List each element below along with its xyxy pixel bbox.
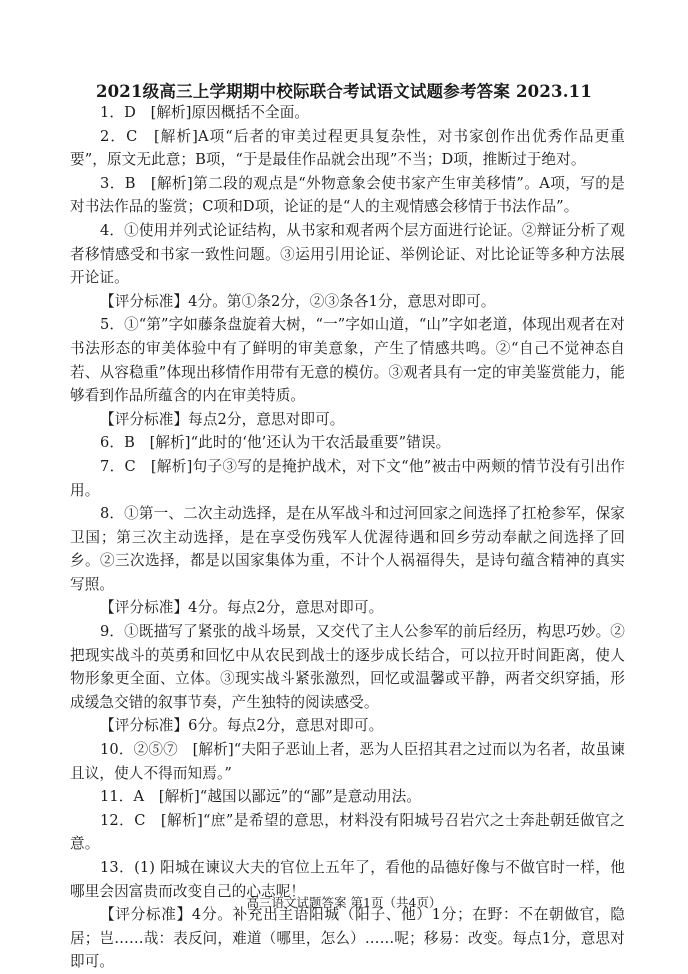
scoring-criteria: 【评分标准】每点2分，意思对即可。 bbox=[100, 410, 345, 428]
scoring-criteria: 【评分标准】4分。每点2分，意思对即可。 bbox=[100, 599, 384, 617]
answer-item: 6．B [解析]“此时的‘他’还认为干农活最重要”错误。 bbox=[100, 434, 451, 452]
page-title: 2021级高三上学期期中校际联合考试语文试题参考答案 2023.11 bbox=[95, 82, 593, 101]
answer-item: 1．D [解析]原因概括不全面。 bbox=[100, 104, 310, 121]
answer-item: 4．①使用并列式论证结构，从书家和观者两个层方面进行论证。②辩证分析了观者移情感受和书家一致性问题。③运用引用论证、举例论证、对比论证等多种方法展开论证。 bbox=[70, 221, 625, 287]
answer-item: 5．①“第”字如藤条盘旋着大树，“一”字如山道，“山”字如老道，体现出观者在对书法形态的审美体验中有了鲜明的审美意象，产生了情感共鸣。②“自己不觉神态自若、从容稳重”体现出移情作用带有无意的模仿。③观者具有一定的审美鉴赏能力，能够看到作品所蕴含的内在审美特质。 bbox=[70, 316, 625, 405]
page-footer: 高三语文试题答案 第1页（共4页） bbox=[246, 895, 442, 910]
answer-item: 8．①第一、二次主动选择，是在从军战斗和过河回家之间选择了扛枪参军，保家卫国；第三次主动选择，是在享受伤残军人优渥待遇和回乡劳动奉献之间选择了回乡。②三次选择，都是以国家集体为重，不计个人祸福得失，是诗句蕴含精神的真实写照。 bbox=[70, 505, 625, 593]
answer-item: 12．C [解析]“庶”是希望的意思，材料没有阳城号召岩穴之士奔赴朝廷做官之意。 bbox=[70, 811, 625, 853]
answer-item: 7．C [解析]句子③写的是掩护战术，对下文“他”被击中两颊的情节没有引出作用。 bbox=[70, 457, 625, 499]
answer-item: 2．C [解析]A项“后者的审美过程更具复杂性，对书家创作出优秀作品更重要”，原文无此意；B项，“于是最佳作品就会出现”不当；D项，推断过于绝对。 bbox=[70, 127, 625, 169]
answer-item: 13．(1) 阳城在谏议大夫的官位上五年了，看他的品德好像与不做官时一样，他哪里会因富贵而改变自己的心志呢！ bbox=[70, 859, 625, 900]
answer-item: 10．②⑤⑦ [解析]“夫阳子恶讪上者，恶为人臣招其君之过而以为名者，故虽谏且议，使人不得而知焉。” bbox=[70, 741, 625, 782]
answer-item: 3．B [解析]第二段的观点是“外物意象会使书家产生审美移情”。A项，写的是对书法作品的鉴赏；C项和D项，论证的是“人的主观情感会移情于书法作品”。 bbox=[70, 174, 625, 216]
answer-content bbox=[70, 101, 625, 974]
scoring-criteria: 【评分标准】4分。补充出主语阳城（阳子、他）1分；在野：不在朝做官，隐居；岂……哉：表反问，难道（哪里，怎么）……呢；移易：改变。每点1分，意思对即可。 bbox=[70, 906, 625, 971]
scoring-criteria: 【评分标准】4分。第①条2分，②③条各1分，意思对即可。 bbox=[100, 292, 496, 310]
scoring-criteria: 【评分标准】6分。每点2分，意思对即可。 bbox=[100, 717, 384, 735]
answer-item: 11．A [解析]“越国以鄙远”的“鄙”是意动用法。 bbox=[100, 788, 422, 806]
answer-item: 9．①既描写了紧张的战斗场景，又交代了主人公参军的前后经历，构思巧妙。②把现实战斗的英勇和回忆中从农民到战士的逐步成长结合，可以拉开时间距离，使人物形象更全面、立体。③现实战斗紧张激烈，回忆或温馨或平静，两者交织穿插，形成缓急交错的叙事节奏，产生独特的阅读感受。 bbox=[70, 623, 625, 711]
